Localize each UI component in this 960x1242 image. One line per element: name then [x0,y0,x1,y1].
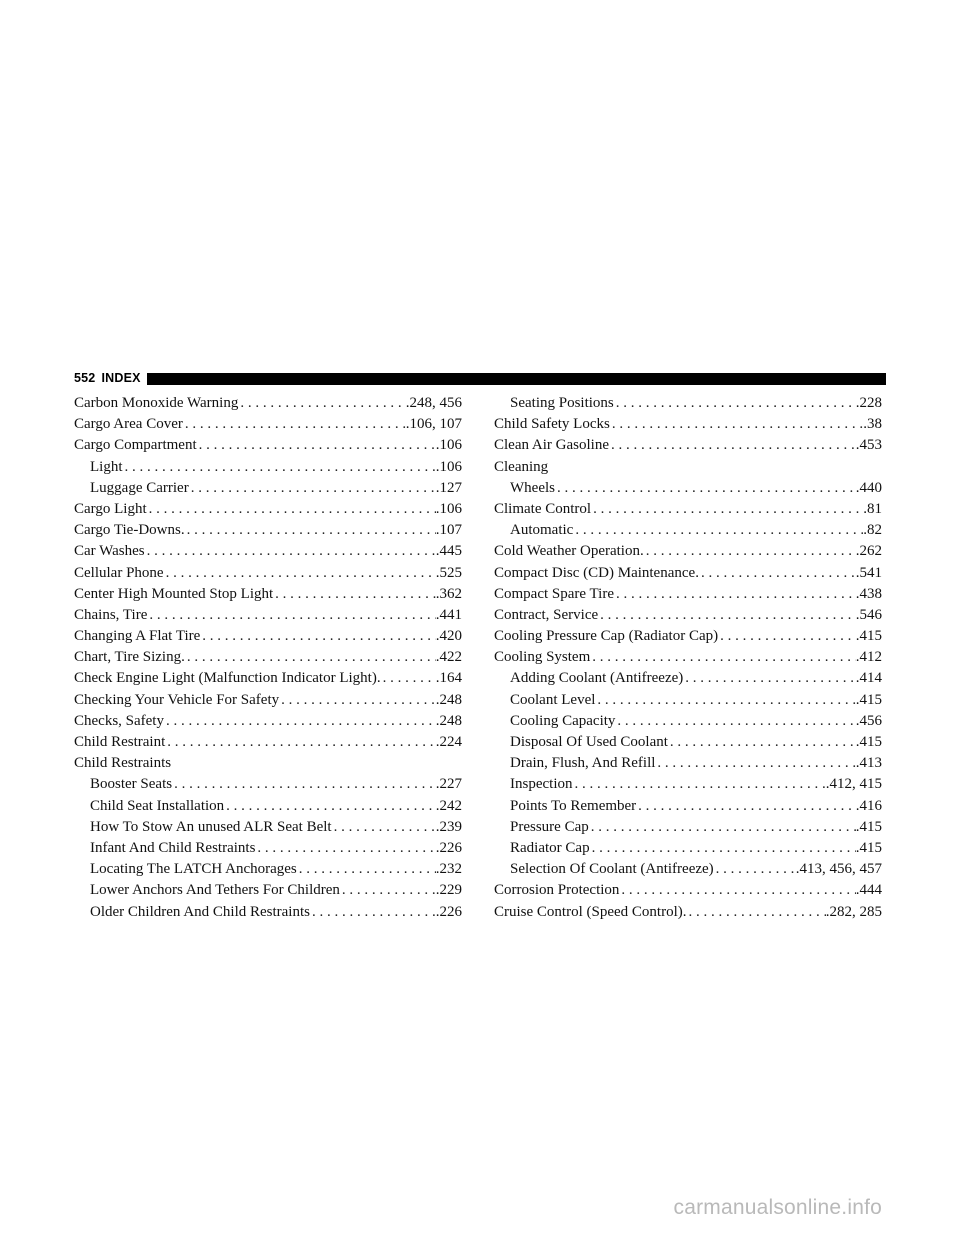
entry-page-ref: .456 [855,712,882,729]
entry-label: Corrosion Protection [494,882,620,899]
dot-leader [714,859,796,880]
entry-page-ref: .546 [855,606,882,623]
index-entry [74,838,462,859]
entry-label: Child Safety Locks [494,416,610,433]
dot-leader [340,880,436,901]
dot-leader [555,478,856,499]
entry-label: Radiator Cap [510,839,590,856]
index-entry [494,414,882,435]
page-header [74,370,886,386]
entry-page-ref: .438 [855,585,882,602]
index-entry [494,817,882,838]
index-entry [74,668,462,689]
index-entry [494,753,882,774]
dot-leader [164,711,436,732]
entry-page-ref: .415 [855,839,882,856]
index-entry [74,393,462,414]
entry-label: Disposal Of Used Coolant [510,734,668,750]
index-column-right [494,393,882,923]
dot-leader [573,520,863,541]
entry-label: Light [90,458,123,475]
entry-page-ref: .415 [855,628,882,645]
entry-page-ref: .415 [855,734,882,750]
index-entry [494,690,882,711]
index-entry [74,563,462,584]
entry-page-ref: .106, 107 [405,416,462,433]
dot-leader [123,457,436,478]
dot-leader [197,435,436,456]
entry-label: Coolant Level [510,691,596,708]
entry-label: Child Restraints [74,755,172,772]
page-number: 552 [74,371,96,385]
entry-page-ref: .226 [435,903,462,920]
entry-label: Child Restraint [74,734,166,750]
entry-page-ref: .362 [435,585,462,602]
entry-page-ref: .248 [435,712,462,729]
index-entry [74,711,462,732]
entry-label: Infant And Child Restraints [90,839,256,856]
entry-page-ref: .107 [435,522,462,539]
index-entry [74,647,462,668]
entry-label: Wheels [510,479,555,496]
index-entry [494,584,882,605]
dot-leader [614,584,856,605]
dot-leader [590,647,855,668]
index-entry [74,605,462,626]
dot-leader [610,414,863,435]
index-entry [74,478,462,499]
entry-page-ref: .441 [435,606,462,623]
entry-page-ref: .224 [435,734,462,750]
index-entry [494,435,882,456]
entry-page-ref: .413, 456, 457 [795,861,882,878]
dot-leader [589,817,856,838]
index-entry [494,605,882,626]
entry-page-ref: .525 [435,564,462,581]
dot-leader [686,902,825,923]
index-entry [494,499,882,520]
dot-leader [332,817,436,838]
entry-label: Lower Anchors And Tethers For Children [90,882,340,899]
entry-label: Selection Of Coolant (Antifreeze) [510,861,714,878]
entry-label: Points To Remember [510,797,637,814]
entry-label: Cruise Control (Speed Control). [494,903,687,920]
entry-label: Adding Coolant (Antifreeze) [510,670,684,687]
index-entry [494,774,882,795]
entry-label: Checks, Safety [74,712,164,729]
entry-label: Carbon Monoxide Warning [74,395,239,411]
index-entry [74,796,462,817]
dot-leader [147,499,436,520]
dot-leader [164,563,436,584]
entry-label: Cooling Capacity [510,712,616,729]
index-entry [74,817,462,838]
index-entry [74,457,462,478]
watermark-text: carmanualsonline.info [673,1196,882,1219]
index-entry [74,435,462,456]
entry-label: Compact Spare Tire [494,585,614,602]
index-entry [494,478,882,499]
entry-page-ref: .262 [855,543,882,560]
entry-label: Locating The LATCH Anchorages [90,861,297,878]
dot-leader [636,796,856,817]
dot-leader [273,584,436,605]
entry-page-ref: .228 [855,395,882,411]
index-heading [494,457,882,478]
index-entry [74,902,462,923]
entry-page-ref: .81 [863,500,882,517]
dot-leader [595,690,855,711]
index-entry [494,711,882,732]
dot-leader [255,838,435,859]
entry-page-ref: .415 [855,691,882,708]
entry-page-ref: .239 [435,818,462,835]
dot-leader [172,774,436,795]
dot-leader [279,690,436,711]
entry-page-ref: .414 [855,670,882,687]
entry-page-ref: .282, 285 [825,903,882,920]
index-entry [74,859,462,880]
entry-page-ref: .413 [855,755,882,772]
entry-page-ref: .106 [435,458,462,475]
entry-label: Car Washes [74,543,145,560]
dot-leader [572,774,825,795]
entry-label: Pressure Cap [510,818,589,835]
dot-leader [590,838,856,859]
section-title: INDEX [101,371,141,385]
entry-page-ref: .248, 456 [405,395,462,411]
index-entry [494,520,882,541]
entry-page-ref: .227 [435,776,462,793]
entry-label: Inspection [510,776,573,793]
dot-leader [185,647,436,668]
index-entry [74,880,462,901]
entry-label: Cargo Light [74,500,147,517]
index-entry [74,732,462,753]
dot-leader [224,796,436,817]
dot-leader [185,520,436,541]
dot-leader [718,626,856,647]
dot-leader [183,414,406,435]
index-entry [494,880,882,901]
entry-page-ref: .422 [435,649,462,666]
dot-leader [619,880,855,901]
index-entry [494,859,882,880]
entry-page-ref: .82 [863,522,882,539]
entry-page-ref: .444 [855,882,882,899]
dot-leader [145,541,436,562]
index-entry [74,774,462,795]
index-entry [74,414,462,435]
entry-label: Booster Seats [90,776,173,793]
index-column-left [74,393,462,923]
dot-leader [598,605,856,626]
dot-leader [200,626,435,647]
header-rule [147,373,886,385]
index-entry [494,732,882,753]
entry-label: How To Stow An unused ALR Seat Belt [90,818,332,835]
dot-leader [147,605,435,626]
entry-page-ref: .242 [435,797,462,814]
entry-label: Cellular Phone [74,564,164,581]
entry-page-ref: .445 [435,543,462,560]
index-entry [74,499,462,520]
dot-leader [644,541,856,562]
dot-leader [381,668,436,689]
entry-page-ref: .248 [435,691,462,708]
entry-page-ref: .541 [855,564,882,581]
entry-page-ref: .440 [855,479,882,496]
entry-label: Clean Air Gasoline [494,437,609,454]
entry-label: Child Seat Installation [90,797,225,814]
entry-label: Drain, Flush, And Refill [510,755,656,772]
entry-label: Checking Your Vehicle For Safety [74,691,280,708]
dot-leader [310,902,436,923]
entry-label: Seating Positions [510,395,614,411]
index-entry [74,520,462,541]
index-entry [74,541,462,562]
entry-label: Check Engine Light (Malfunction Indicator Light). [74,670,381,687]
entry-page-ref: .226 [435,839,462,856]
dot-leader [655,753,855,774]
entry-label: Cold Weather Operation. [494,543,644,560]
entry-page-ref: .415 [855,818,882,835]
entry-page-ref: .420 [435,628,462,645]
entry-label: Luggage Carrier [90,479,189,496]
entry-page-ref: .106 [435,500,462,517]
index-entry [74,626,462,647]
entry-label: Older Children And Child Restraints [90,903,310,920]
dot-leader [297,859,436,880]
entry-page-ref: .127 [435,479,462,496]
dot-leader [591,499,863,520]
entry-page-ref: .412, 415 [825,776,882,793]
entry-label: Compact Disc (CD) Maintenance. [494,564,699,581]
dot-leader [238,393,405,414]
index-entry [494,626,882,647]
entry-label: Center High Mounted Stop Light [74,585,274,602]
entry-label: Cooling System [494,649,591,666]
entry-page-ref: .453 [855,437,882,454]
entry-label: Cargo Compartment [74,437,197,454]
index-entry [494,796,882,817]
entry-page-ref: .416 [855,797,882,814]
entry-label: Cargo Tie-Downs. [74,522,185,539]
dot-leader [668,732,856,753]
entry-label: Changing A Flat Tire [74,628,201,645]
dot-leader [165,732,436,753]
entry-label: Chart, Tire Sizing. [74,649,185,666]
index-entry [494,541,882,562]
entry-label: Chains, Tire [74,606,148,623]
dot-leader [699,563,856,584]
entry-label: Cleaning [494,458,549,475]
index-entry [74,584,462,605]
index-entry [494,838,882,859]
entry-label: Automatic [510,522,574,539]
dot-leader [189,478,436,499]
index-entry [494,902,882,923]
entry-page-ref: .38 [863,416,882,433]
entry-label: Climate Control [494,500,592,517]
entry-page-ref: .106 [435,437,462,454]
index-entry [74,690,462,711]
entry-label: Cargo Area Cover [74,416,183,433]
entry-page-ref: .412 [855,649,882,666]
dot-leader [615,711,855,732]
index-entry [494,393,882,414]
dot-leader [614,393,856,414]
entry-label: Cooling Pressure Cap (Radiator Cap) [494,628,719,645]
dot-leader [609,435,856,456]
index-entry [494,647,882,668]
dot-leader [683,668,855,689]
entry-label: Contract, Service [494,606,599,623]
index-heading [74,753,462,774]
index-entry [494,563,882,584]
index-entry [494,668,882,689]
entry-page-ref: .232 [435,861,462,878]
entry-page-ref: .229 [435,882,462,899]
entry-page-ref: .164 [435,670,462,687]
